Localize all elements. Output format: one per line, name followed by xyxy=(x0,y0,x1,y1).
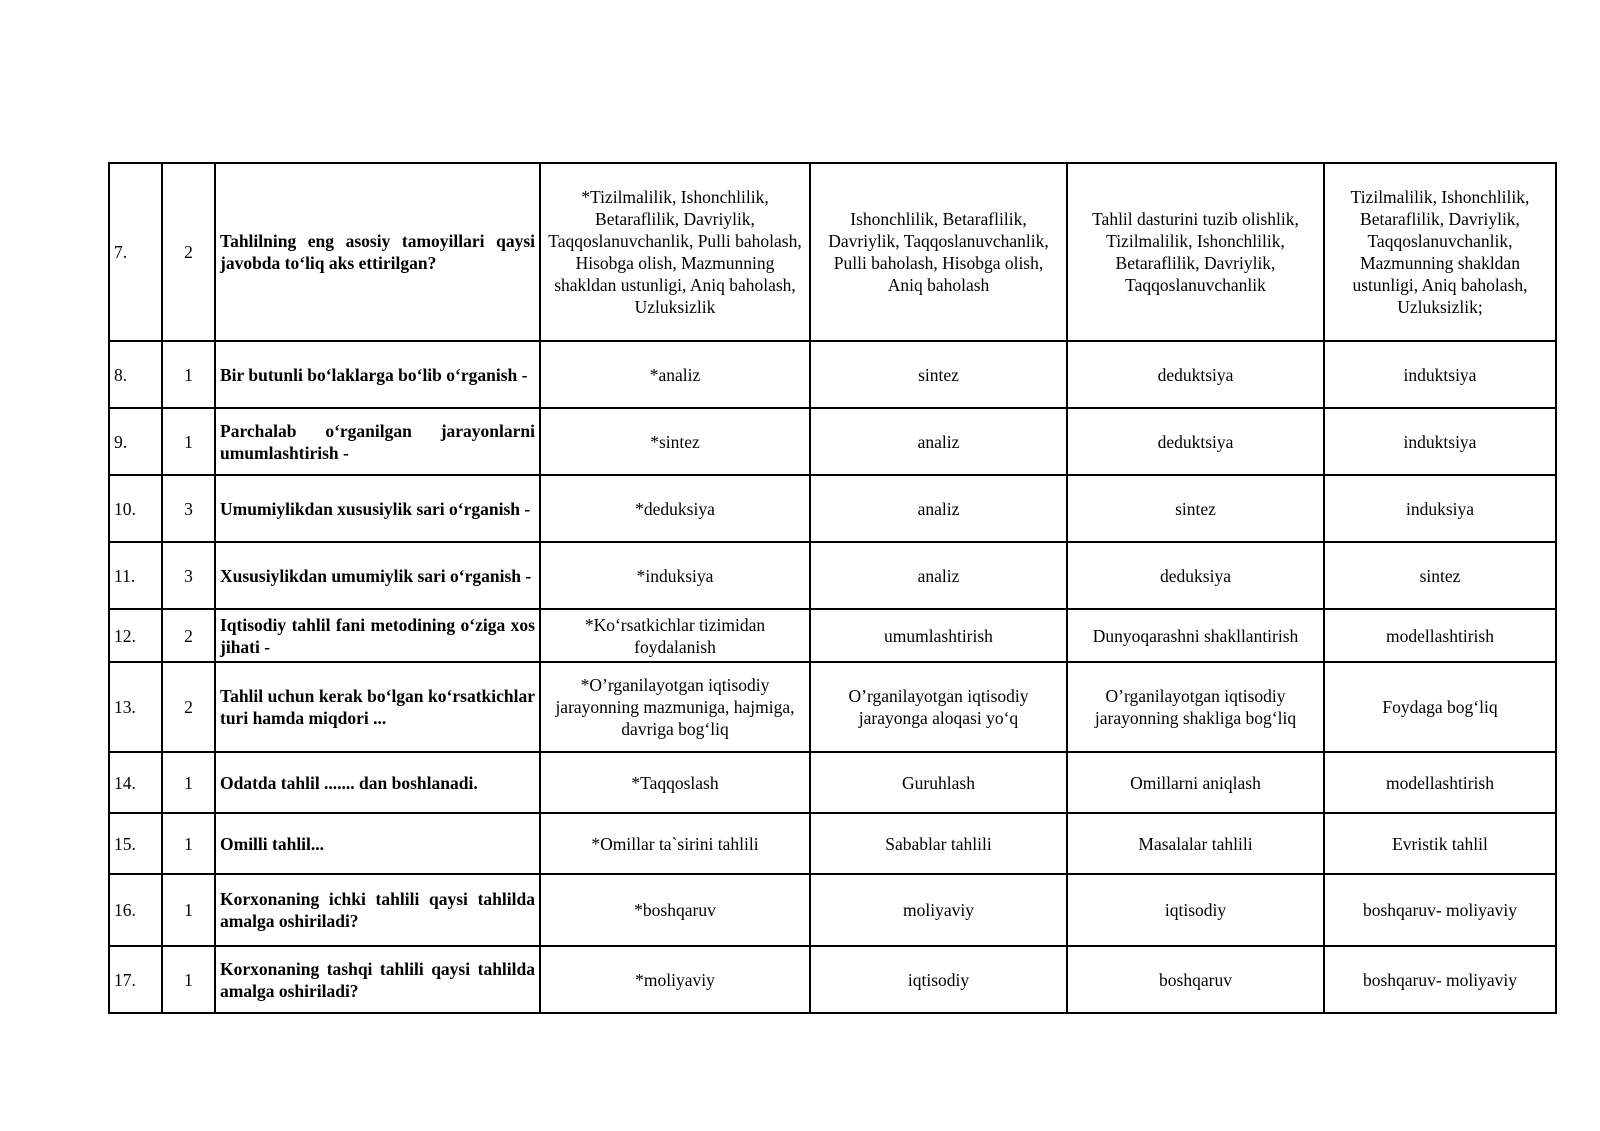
answer-correct: *Tizilmalilik, Ishonchlilik, Betaraflilik, Davriylik, Taqqoslanuvchanlik, Pulli baholash, Hisobga olish, Mazmunning shakldan ustunligi, Aniq baholash, Uzluksizlik xyxy=(540,163,810,341)
question-score: 3 xyxy=(162,475,215,542)
question-score: 1 xyxy=(162,874,215,946)
question-number: 12. xyxy=(109,609,162,662)
question-number: 17. xyxy=(109,946,162,1013)
answer-option-2: sintez xyxy=(810,341,1067,408)
answer-correct: *Taqqoslash xyxy=(540,752,810,813)
table-row xyxy=(109,341,1556,408)
answer-option-4: modellashtirish xyxy=(1324,752,1556,813)
answer-option-2: Guruhlash xyxy=(810,752,1067,813)
answer-option-2: umumlashtirish xyxy=(810,609,1067,662)
answer-correct: *Omillar ta`sirini tahlili xyxy=(540,813,810,874)
answer-option-3: Dunyoqarashni shakllantirish xyxy=(1067,609,1324,662)
table-row xyxy=(109,752,1556,813)
question-number: 14. xyxy=(109,752,162,813)
question-number: 7. xyxy=(109,163,162,341)
answer-correct: *O’rganilayotgan iqtisodiy jarayonning mazmuniga, hajmiga, davriga bog‘liq xyxy=(540,662,810,752)
question-number: 13. xyxy=(109,662,162,752)
table-row xyxy=(109,874,1556,946)
answer-option-2: analiz xyxy=(810,475,1067,542)
question-score: 1 xyxy=(162,341,215,408)
question-score: 2 xyxy=(162,609,215,662)
answer-option-3: boshqaruv xyxy=(1067,946,1324,1013)
question-score: 2 xyxy=(162,163,215,341)
table-row xyxy=(109,946,1556,1013)
answer-option-4: Evristik tahlil xyxy=(1324,813,1556,874)
answer-correct: *sintez xyxy=(540,408,810,475)
answer-option-4: Tizilmalilik, Ishonchlilik, Betaraflilik, Davriylik, Taqqoslanuvchanlik, Mazmunning shakldan ustunligi, Aniq baholash, Uzluksizlik; xyxy=(1324,163,1556,341)
question-number: 10. xyxy=(109,475,162,542)
answer-option-4: sintez xyxy=(1324,542,1556,609)
question-text: Parchalab o‘rganilgan jarayonlarni umumlashtirish - xyxy=(215,408,540,475)
answer-option-4: induktsiya xyxy=(1324,408,1556,475)
question-number: 15. xyxy=(109,813,162,874)
answer-correct: *Ko‘rsatkichlar tizimidan foydalanish xyxy=(540,609,810,662)
answer-option-3: deduktsiya xyxy=(1067,341,1324,408)
answer-option-4: induktsiya xyxy=(1324,341,1556,408)
answer-option-2: O’rganilayotgan iqtisodiy jarayonga aloqasi yo‘q xyxy=(810,662,1067,752)
question-text: Umumiylikdan xususiylik sari o‘rganish - xyxy=(215,475,540,542)
question-text: Bir butunli bo‘laklarga bo‘lib o‘rganish - xyxy=(215,341,540,408)
answer-option-3: deduksiya xyxy=(1067,542,1324,609)
answer-option-3: Omillarni aniqlash xyxy=(1067,752,1324,813)
question-text: Omilli tahlil... xyxy=(215,813,540,874)
question-score: 2 xyxy=(162,662,215,752)
test-questions-table xyxy=(108,162,1557,1014)
question-number: 9. xyxy=(109,408,162,475)
answer-option-3: Tahlil dasturini tuzib olishlik, Tizilmalilik, Ishonchlilik, Betaraflilik, Davriylik, Taqqoslanuvchanlik xyxy=(1067,163,1324,341)
table-row xyxy=(109,163,1556,341)
answer-option-4: induksiya xyxy=(1324,475,1556,542)
question-number: 8. xyxy=(109,341,162,408)
table-row xyxy=(109,542,1556,609)
question-text: Tahlil uchun kerak bo‘lgan ko‘rsatkichlar turi hamda miqdori ... xyxy=(215,662,540,752)
question-number: 11. xyxy=(109,542,162,609)
answer-option-2: Ishonchlilik, Betaraflilik, Davriylik, Taqqoslanuvchanlik, Pulli baholash, Hisobga olish, Aniq baholash xyxy=(810,163,1067,341)
table-row xyxy=(109,408,1556,475)
answer-correct: *deduksiya xyxy=(540,475,810,542)
answer-option-4: boshqaruv- moliyaviy xyxy=(1324,874,1556,946)
question-text: Odatda tahlil ....... dan boshlanadi. xyxy=(215,752,540,813)
question-score: 1 xyxy=(162,752,215,813)
answer-option-2: Sabablar tahlili xyxy=(810,813,1067,874)
question-score: 1 xyxy=(162,813,215,874)
answer-option-4: modellashtirish xyxy=(1324,609,1556,662)
answer-option-3: iqtisodiy xyxy=(1067,874,1324,946)
question-score: 1 xyxy=(162,946,215,1013)
table-row xyxy=(109,813,1556,874)
question-text: Iqtisodiy tahlil fani metodining o‘ziga xos jihati - xyxy=(215,609,540,662)
answer-option-3: deduktsiya xyxy=(1067,408,1324,475)
answer-option-3: O’rganilayotgan iqtisodiy jarayonning shakliga bog‘liq xyxy=(1067,662,1324,752)
table-row xyxy=(109,475,1556,542)
question-text: Xususiylikdan umumiylik sari o‘rganish - xyxy=(215,542,540,609)
answer-option-2: analiz xyxy=(810,408,1067,475)
answer-correct: *induksiya xyxy=(540,542,810,609)
answer-option-3: sintez xyxy=(1067,475,1324,542)
question-score: 3 xyxy=(162,542,215,609)
answer-option-2: iqtisodiy xyxy=(810,946,1067,1013)
table-row xyxy=(109,662,1556,752)
answer-correct: *analiz xyxy=(540,341,810,408)
answer-option-2: analiz xyxy=(810,542,1067,609)
answer-option-4: boshqaruv- moliyaviy xyxy=(1324,946,1556,1013)
question-score: 1 xyxy=(162,408,215,475)
question-text: Korxonaning tashqi tahlili qaysi tahlilda amalga oshiriladi? xyxy=(215,946,540,1013)
question-number: 16. xyxy=(109,874,162,946)
answer-option-3: Masalalar tahlili xyxy=(1067,813,1324,874)
answer-option-4: Foydaga bog‘liq xyxy=(1324,662,1556,752)
answer-correct: *moliyaviy xyxy=(540,946,810,1013)
question-text: Tahlilning eng asosiy tamoyillari qaysi javobda to‘liq aks ettirilgan? xyxy=(215,163,540,341)
question-text: Korxonaning ichki tahlili qaysi tahlilda amalga oshiriladi? xyxy=(215,874,540,946)
table-row xyxy=(109,609,1556,662)
answer-correct: *boshqaruv xyxy=(540,874,810,946)
answer-option-2: moliyaviy xyxy=(810,874,1067,946)
